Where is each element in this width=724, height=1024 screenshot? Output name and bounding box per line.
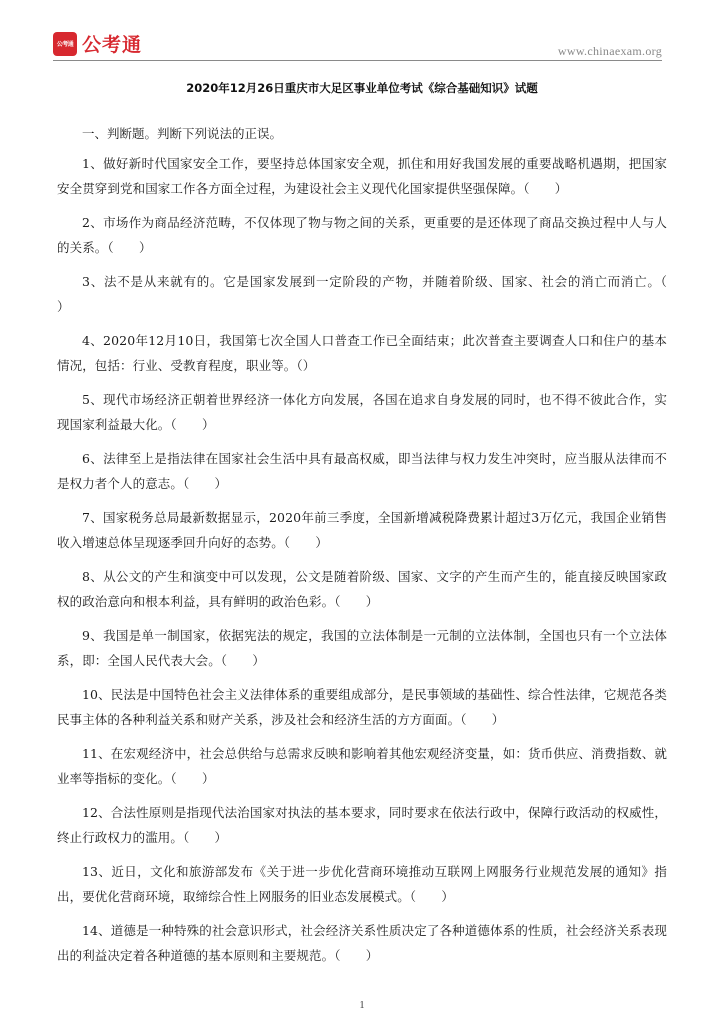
document-title: 2020年12月26日重庆市大足区事业单位考试《综合基础知识》试题: [186, 81, 538, 95]
header-divider: [53, 60, 662, 61]
question-3: 3、法不是从来就有的。它是国家发展到一定阶段的产物，并随着阶级、国家、社会的消亡而消亡。（ ）: [57, 274, 693, 314]
question-4: 4、2020年12月10日，我国第七次全国人口普查工作已全面结束；此次普查主要调查人口和住户的基本情况，包括：行业、受教育程度，职业等。（）: [57, 333, 667, 373]
question-9: 9、我国是单一制国家，依据宪法的规定，我国的立法体制是一元制的立法体制，全国也只有一个立法体系，即：全国人民代表大会。（ ）: [57, 628, 667, 668]
question-2: 2、市场作为商品经济范畴，不仅体现了物与物之间的关系，更重要的是还体现了商品交换过程中人与人的关系。（ ）: [57, 215, 667, 255]
question-5: 5、现代市场经济正朝着世界经济一体化方向发展，各国在追求自身发展的同时，也不得不彼此合作，实现国家利益最大化。（ ）: [57, 392, 667, 432]
page-number: 1: [359, 1000, 365, 1011]
document-body: [57, 125, 693, 977]
question-1: 1、做好新时代国家安全工作，要坚持总体国家安全观，抓住和用好我国发展的重要战略机遇期，把国家安全贯穿到党和国家工作各方面全过程，为建设社会主义现代化国家提供坚强保障。（ ）: [57, 156, 667, 196]
question-14: 14、道德是一种特殊的社会意识形式，社会经济关系性质决定了各种道德体系的性质，社会经济关系表现出的利益决定着各种道德的基本原则和主要规范。（ ）: [57, 923, 667, 963]
question-8: 8、从公文的产生和演变中可以发现，公文是随着阶级、国家、文字的产生而产生的，能直接反映国家政权的政治意向和根本利益，具有鲜明的政治色彩。（ ）: [57, 569, 667, 609]
site-url: www.chinaexam.org: [557, 44, 662, 58]
question-12: 12、合法性原则是指现代法治国家对执法的基本要求，同时要求在依法行政中，保障行政活动的权威性，终止行政权力的滥用。（ ）: [57, 805, 667, 845]
question-11: 11、在宏观经济中，社会总供给与总需求反映和影响着其他宏观经济变量，如：货币供应、消费指数、就业率等指标的变化。（ ）: [57, 746, 667, 786]
question-10: 10、民法是中国特色社会主义法律体系的重要组成部分，是民事领域的基础性、综合性法律，它规范各类民事主体的各种利益关系和财产关系，涉及社会和经济生活的方方面面。（ ）: [57, 687, 667, 727]
question-6: 6、法律至上是指法律在国家社会生活中具有最高权威，即当法律与权力发生冲突时，应当服从法律而不是权力者个人的意志。（ ）: [57, 451, 667, 491]
question-7: 7、国家税务总局最新数据显示，2020年前三季度，全国新增减税降费累计超过3万亿元，我国企业销售收入增速总体呈现逐季回升向好的态势。（ ）: [57, 510, 667, 550]
page-header: [0, 0, 724, 62]
brand-logo[interactable]: [53, 30, 142, 57]
brand-name: 公考通: [82, 34, 143, 56]
logo-badge-icon: 公考通: [53, 32, 77, 56]
section-heading: 一、判断题。判断下列说法的正误。: [82, 126, 283, 141]
question-13: 13、近日，文化和旅游部发布《关于进一步优化营商环境推动互联网上网服务行业规范发展的通知》指出，要优化营商环境，取缔综合性上网服务的旧业态发展模式。（ ）: [57, 864, 667, 904]
